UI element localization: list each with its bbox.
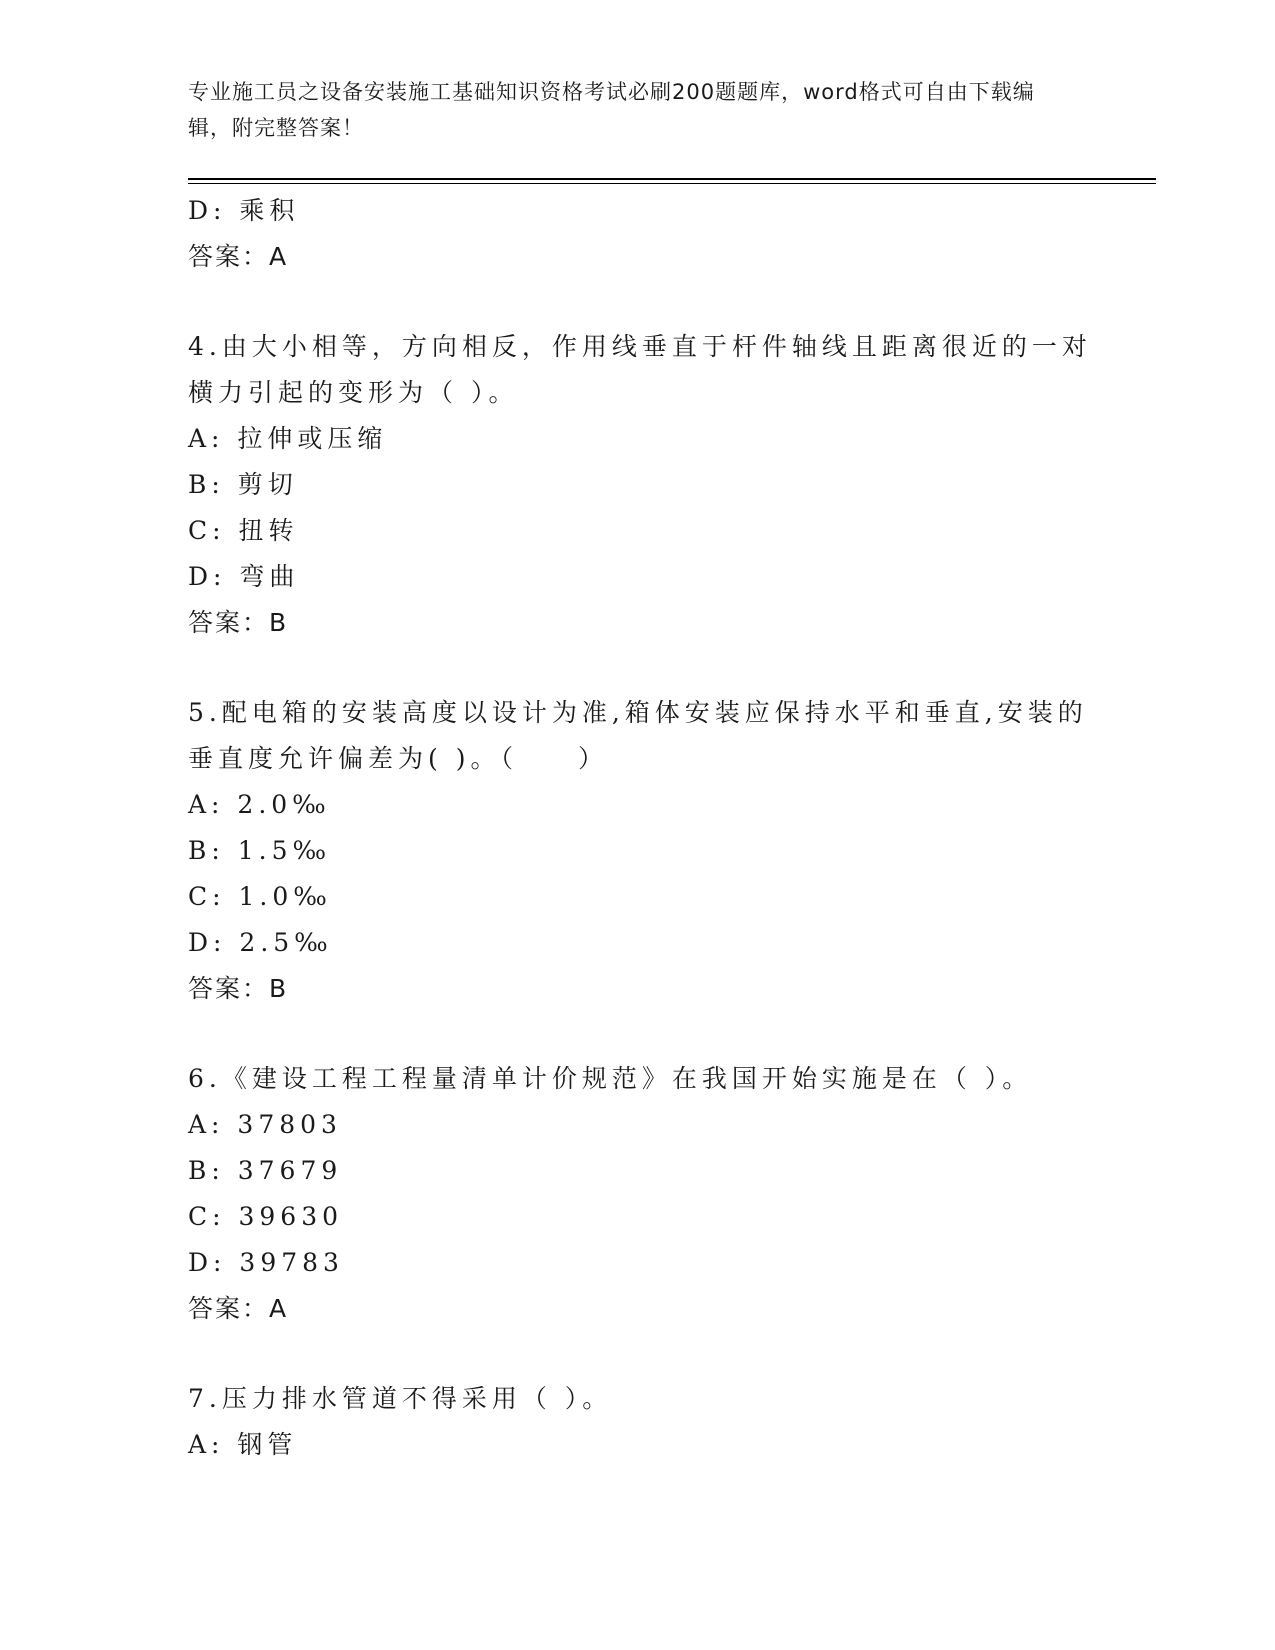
option-b: B: 37679 (188, 1156, 343, 1185)
option-c: C: 扭转 (188, 516, 299, 545)
spacer (188, 1012, 1088, 1056)
option-b: B: 剪切 (188, 470, 298, 499)
question-stem-continued: 横力引起的变形为（ ）。 (188, 378, 519, 407)
option-a: A: 钢管 (188, 1430, 298, 1459)
option-c: C: 1.0‰ (188, 882, 332, 911)
option-c: C: 39630 (188, 1202, 344, 1231)
question-4 (188, 324, 1092, 646)
document-header: 专业施工员之设备安装施工基础知识资格考试必刷200题题库，word格式可自由下载编辑，附完整答案！ (188, 80, 1035, 140)
option-a: A: 37803 (188, 1110, 342, 1139)
question-stem: 6.《建设工程工程量清单计价规范》在我国开始实施是在（ ）。 (188, 1064, 1033, 1093)
question-7 (188, 1376, 1088, 1468)
header-rule-thin (188, 183, 1156, 184)
answer-line: 答案：B (188, 608, 289, 637)
header-rule-thick (188, 178, 1156, 180)
option-a: A: 拉伸或压缩 (188, 424, 388, 453)
option-d: D: 弯曲 (188, 562, 300, 591)
option-b: B: 1.5‰ (188, 836, 332, 865)
spacer (188, 1332, 1088, 1376)
spacer (188, 646, 1088, 690)
option-a: A: 2.0‰ (188, 790, 331, 819)
answer-line: 答案：A (188, 242, 289, 271)
answer-line: 答案：B (188, 974, 289, 1003)
answer-line: 答案：A (188, 1294, 289, 1323)
spacer (188, 280, 1088, 324)
question-stem: 4.由大小相等，方向相反，作用线垂直于杆件轴线且距离很近的一对 (188, 332, 1092, 361)
question-5 (188, 690, 1088, 1012)
question-stem: 7.压力排水管道不得采用（ ）。 (188, 1384, 613, 1413)
question-stem: 5.配电箱的安装高度以设计为准,箱体安装应保持水平和垂直,安装的 (188, 698, 1088, 727)
question-6 (188, 1056, 1088, 1332)
question-stem-continued: 垂直度允许偏差为( )。（ ） (188, 744, 608, 773)
option-d: D: 乘积 (188, 196, 300, 225)
option-d: D: 39783 (188, 1248, 344, 1277)
option-d: D: 2.5‰ (188, 928, 333, 957)
question-list (188, 188, 1092, 1468)
